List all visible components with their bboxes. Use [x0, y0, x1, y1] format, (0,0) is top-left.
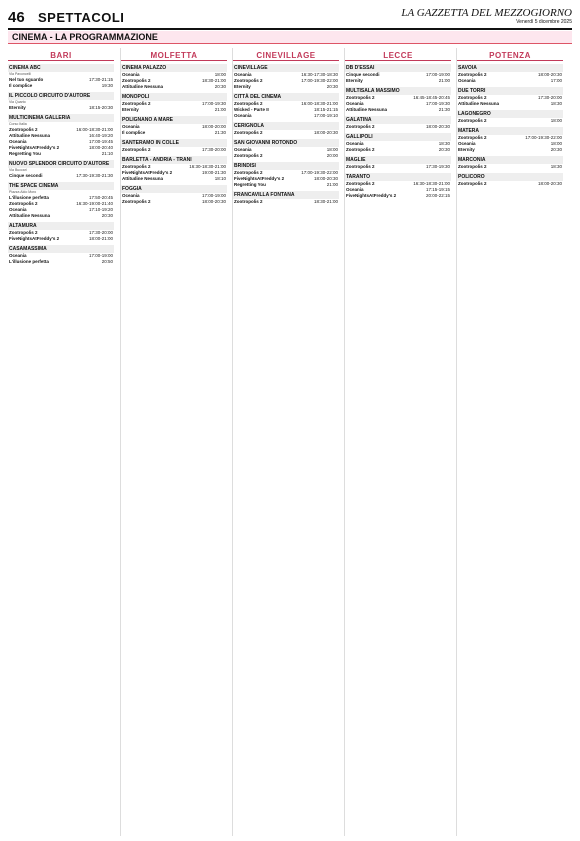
film-times: 17:30-20:00	[537, 95, 562, 100]
film-times: 18:00	[550, 118, 562, 123]
listing-column	[232, 48, 339, 836]
listing-column	[8, 48, 114, 836]
film-times: 17:10-19:20	[88, 207, 113, 212]
film-times: 18:00-20:30	[425, 124, 450, 129]
film-row	[122, 199, 226, 205]
film-times: 16:30-18:30-21:00	[413, 181, 450, 186]
cinema-name: MULTICINEMA GALLERIA	[8, 114, 114, 122]
film-title: FiveNightsAtFreddy's 2	[9, 145, 60, 150]
film-title: Zootropolis 2	[346, 124, 375, 129]
film-times: 19:30	[101, 83, 113, 88]
cinema-name: FOGGIA	[121, 185, 227, 193]
cinema-address: Via Pavoncelli	[9, 72, 31, 76]
film-title: Oceania	[346, 187, 364, 192]
film-title: Regretting You	[234, 182, 266, 187]
cinema-name: IL PICCOLO CIRCUITO D'AUTORE	[8, 92, 114, 100]
film-title: Oceania	[346, 141, 364, 146]
film-times: 18:00-21:00	[88, 236, 113, 241]
cinema-name: BARLETTA - ANDRIA - TRANI	[121, 156, 227, 164]
film-times: 18:15-21:15	[313, 107, 338, 112]
newspaper-masthead: LA GAZZETTA DEL MEZZOGIORNO	[401, 7, 572, 19]
film-title: Oceania	[234, 113, 252, 118]
film-row	[346, 164, 450, 170]
film-times: 17:30-19:30	[425, 164, 450, 169]
cinema-name: MAGLIE	[345, 156, 451, 164]
cinema-name: LAGONEGRO	[457, 110, 563, 118]
film-times: 18:00	[326, 147, 338, 152]
film-row	[122, 176, 226, 182]
page-number: 46	[8, 9, 25, 26]
film-title: Oceania	[234, 72, 252, 77]
film-title: Oceania	[9, 139, 27, 144]
film-title: Zootropolis 2	[458, 95, 487, 100]
film-row	[9, 173, 113, 179]
film-title: Oceania	[122, 124, 140, 129]
film-times: 17:00-19:30-22:00	[525, 135, 562, 140]
film-times: 18:00-20:00	[201, 124, 226, 129]
cinema-name: CASAMASSIMA	[8, 245, 114, 253]
film-title: Zootropolis 2	[122, 164, 151, 169]
film-row	[234, 199, 338, 205]
film-times: 17:00-19:30	[201, 101, 226, 106]
film-times: 20:30	[438, 147, 450, 152]
listing-column	[344, 48, 451, 836]
film-row	[234, 130, 338, 136]
cinema-address: Via Quarto	[9, 100, 26, 104]
film-title: Zootropolis 2	[234, 101, 263, 106]
film-times: 20:50	[101, 259, 113, 264]
film-row	[346, 124, 450, 130]
film-row	[9, 151, 113, 157]
film-title: FiveNightsAtFreddy's 2	[122, 170, 173, 175]
film-row	[346, 147, 450, 153]
cinema-name: SAVOIA	[457, 64, 563, 72]
cinema-name: MONOPOLI	[121, 93, 227, 101]
film-title: Zootropolis 2	[234, 170, 263, 175]
film-times: 20:30	[550, 147, 562, 152]
film-times: 16:45-18:45-20:45	[413, 95, 450, 100]
cinema-name: POLICORO	[457, 173, 563, 181]
film-title: Attitudine Nessuna	[122, 84, 164, 89]
film-times: 17:50-20:45	[88, 195, 113, 200]
film-title: Oceania	[234, 147, 252, 152]
film-times: 17:00-19:30-22:00	[301, 78, 338, 83]
film-title: L'illusione perfetta	[9, 259, 49, 264]
city-heading: CINEVILLAGE	[233, 51, 339, 61]
film-title: Eternity	[9, 105, 26, 110]
cinema-name: CINEMA PALAZZO	[121, 64, 227, 72]
film-title: Zootropolis 2	[458, 164, 487, 169]
cinema-name: GALLIPOLI	[345, 133, 451, 141]
cinema-name: SANTERAMO IN COLLE	[121, 139, 227, 147]
film-row	[122, 84, 226, 90]
film-times: 17:00-19:00	[425, 72, 450, 77]
film-times: 19:00-21:30	[201, 170, 226, 175]
film-title: Zootropolis 2	[9, 201, 38, 206]
film-title: Zootropolis 2	[346, 164, 375, 169]
film-times: 21:00	[326, 182, 338, 187]
film-title: Zootropolis 2	[122, 199, 151, 204]
film-title: Zootropolis 2	[346, 181, 375, 186]
cinema-name: GALATINA	[345, 116, 451, 124]
cinema-address: Corso Italia	[9, 122, 27, 126]
film-row	[122, 130, 226, 136]
banner-title: CINEMA - LA PROGRAMMAZIONE	[12, 32, 158, 42]
film-times: 20:30	[214, 84, 226, 89]
film-row	[458, 118, 562, 124]
film-row	[234, 113, 338, 119]
film-title: Zootropolis 2	[458, 118, 487, 123]
cinema-name: FRANCAVILLA FONTANA	[233, 191, 339, 199]
film-title: Eternity	[122, 107, 139, 112]
cinema-name: CERIGNOLA	[233, 122, 339, 130]
film-title: L'illusione perfetta	[9, 195, 49, 200]
film-times: 18:00-20:30	[313, 176, 338, 181]
film-times: 18:30-21:00	[201, 78, 226, 83]
film-title: Eternity	[234, 84, 251, 89]
film-times: 20:00-22:15	[425, 193, 450, 198]
film-title: Attitudine Nessuna	[122, 176, 164, 181]
cinema-address: Piazza Aldo Moro	[9, 190, 37, 194]
film-times: 17:00-19:00	[88, 253, 113, 258]
film-times: 21:10	[101, 151, 113, 156]
film-title: Zootropolis 2	[346, 95, 375, 100]
film-times: 16:40-19:20	[88, 133, 113, 138]
film-title: Oceania	[9, 253, 27, 258]
film-times: 17:00-19:45	[88, 139, 113, 144]
film-title: Zootropolis 2	[458, 181, 487, 186]
film-title: Wicked - Parte II	[234, 107, 269, 112]
film-title: Oceania	[122, 193, 140, 198]
film-row	[234, 84, 338, 90]
listing-column	[120, 48, 227, 836]
issue-date: Venerdì 5 dicembre 2025	[516, 19, 572, 25]
film-title: Zootropolis 2	[234, 130, 263, 135]
film-title: Cinque secondi	[9, 173, 43, 178]
film-times: 18:30	[550, 164, 562, 169]
listing-column	[456, 48, 563, 836]
film-times: 21:30	[214, 130, 226, 135]
section-title: SPETTACOLI	[38, 10, 125, 25]
film-times: 18:30	[438, 141, 450, 146]
film-title: Il complice	[9, 83, 33, 88]
film-row	[122, 107, 226, 113]
program-banner	[8, 31, 572, 44]
city-heading: LECCE	[345, 51, 451, 61]
film-title: Oceania	[9, 207, 27, 212]
film-times: 17:00-19:30	[425, 101, 450, 106]
cinema-name: CINEVILLAGE	[233, 64, 339, 72]
film-times: 17:30-19:30-21:30	[76, 173, 113, 178]
film-title: Cinque secondi	[346, 72, 380, 77]
film-title: Attitudine Nessuna	[346, 107, 388, 112]
film-title: Eternity	[458, 147, 475, 152]
film-title: Eternity	[346, 78, 363, 83]
cinema-name: MARCONIA	[457, 156, 563, 164]
film-title: Zootropolis 2	[122, 101, 151, 106]
film-times: 16:30-17:30-18:30	[301, 72, 338, 77]
page-header	[8, 6, 572, 30]
film-times: 16:30-18:30-21:00	[189, 164, 226, 169]
cinema-name: DUE TORRI	[457, 87, 563, 95]
film-row	[9, 105, 113, 111]
film-title: Zootropolis 2	[122, 147, 151, 152]
film-times: 17:00-19:10	[313, 113, 338, 118]
film-title: Zootropolis 2	[346, 147, 375, 152]
film-times: 17:15-19:15	[425, 187, 450, 192]
film-title: Zootropolis 2	[234, 153, 263, 158]
film-row	[122, 147, 226, 153]
city-heading: BARI	[8, 51, 114, 61]
film-row	[346, 193, 450, 199]
cinema-name: POLIGNANO A MARE	[121, 116, 227, 124]
film-times: 18:30-21:00	[313, 199, 338, 204]
film-row	[458, 147, 562, 153]
film-row	[9, 259, 113, 265]
film-times: 16:00-18:30-21:00	[76, 127, 113, 132]
film-times: 17:00-19:00	[201, 193, 226, 198]
cinema-address: Via Buccari	[9, 168, 27, 172]
film-row	[9, 213, 113, 219]
film-title: Regretting You	[9, 151, 41, 156]
film-times: 17:00-19:30-22:00	[301, 170, 338, 175]
film-times: 17:00	[550, 78, 562, 83]
film-times: 18:00-20:30	[537, 72, 562, 77]
film-title: FiveNightsAtFreddy's 2	[9, 236, 60, 241]
film-title: FiveNightsAtFreddy's 2	[346, 193, 397, 198]
cinema-name: BRINDISI	[233, 162, 339, 170]
film-times: 20:30	[326, 84, 338, 89]
film-times: 21:00	[438, 78, 450, 83]
film-title: Attitudine Nessuna	[9, 213, 51, 218]
film-row	[458, 181, 562, 187]
city-heading: MOLFETTA	[121, 51, 227, 61]
film-times: 17:30-20:00	[88, 230, 113, 235]
film-title: Zootropolis 2	[122, 78, 151, 83]
cinema-name: SAN GIOVANNI ROTONDO	[233, 139, 339, 147]
film-times: 17:30-20:00	[201, 147, 226, 152]
film-title: FiveNightsAtFreddy's 2	[234, 176, 285, 181]
film-title: Zootropolis 2	[458, 72, 487, 77]
film-times: 16:00-18:30-21:00	[301, 101, 338, 106]
film-times: 18:30	[550, 101, 562, 106]
film-title: Oceania	[458, 78, 476, 83]
film-title: Zootropolis 2	[9, 230, 38, 235]
film-row	[234, 153, 338, 159]
cinema-name: CITTÀ DEL CINEMA	[233, 93, 339, 101]
cinema-name: ALTAMURA	[8, 222, 114, 230]
film-times: 16:30-19:00-21:40	[76, 201, 113, 206]
film-title: Zootropolis 2	[9, 127, 38, 132]
film-title: Attitudine Nessuna	[9, 133, 51, 138]
film-title: Il complice	[122, 130, 146, 135]
film-title: Oceania	[458, 141, 476, 146]
film-times: 18:00	[214, 72, 226, 77]
cinema-name: NUOVO SPLENDOR CIRCUITO D'AUTORE	[8, 160, 114, 168]
cinema-name: MULTISALA MASSIMO	[345, 87, 451, 95]
film-row	[458, 101, 562, 107]
film-times: 18:00-20:30	[313, 130, 338, 135]
film-row	[458, 164, 562, 170]
film-title: Oceania	[346, 101, 364, 106]
film-times: 18:00-20:40	[88, 145, 113, 150]
film-times: 18:00	[550, 141, 562, 146]
cinema-name: THE SPACE CINEMA	[8, 182, 114, 190]
film-times: 20:00	[326, 153, 338, 158]
city-heading: POTENZA	[457, 51, 563, 61]
film-row	[346, 78, 450, 84]
film-title: Attitudine Nessuna	[458, 101, 500, 106]
film-times: 18:00-20:30	[537, 181, 562, 186]
film-title: Oceania	[122, 72, 140, 77]
film-times: 18:10	[214, 176, 226, 181]
film-row	[9, 236, 113, 242]
film-times: 21:00	[214, 107, 226, 112]
film-times: 20:30	[101, 213, 113, 218]
film-times: 18:15-20:30	[88, 105, 113, 110]
film-row	[9, 83, 113, 89]
cinema-name: DB D'ESSAI	[345, 64, 451, 72]
cinema-name: TARANTO	[345, 173, 451, 181]
film-title: Zootropolis 2	[234, 78, 263, 83]
film-times: 18:00-20:30	[201, 199, 226, 204]
film-title: Zootropolis 2	[234, 199, 263, 204]
film-times: 21:30	[438, 107, 450, 112]
film-row	[346, 107, 450, 113]
film-title: Zootropolis 2	[458, 135, 487, 140]
film-title: Nel tuo sguardo	[9, 77, 44, 82]
cinema-name: MATERA	[457, 127, 563, 135]
film-row	[234, 182, 338, 188]
cinema-name: CINEMA ABC	[8, 64, 114, 72]
film-row	[458, 78, 562, 84]
film-times: 17:30-21:15	[88, 77, 113, 82]
